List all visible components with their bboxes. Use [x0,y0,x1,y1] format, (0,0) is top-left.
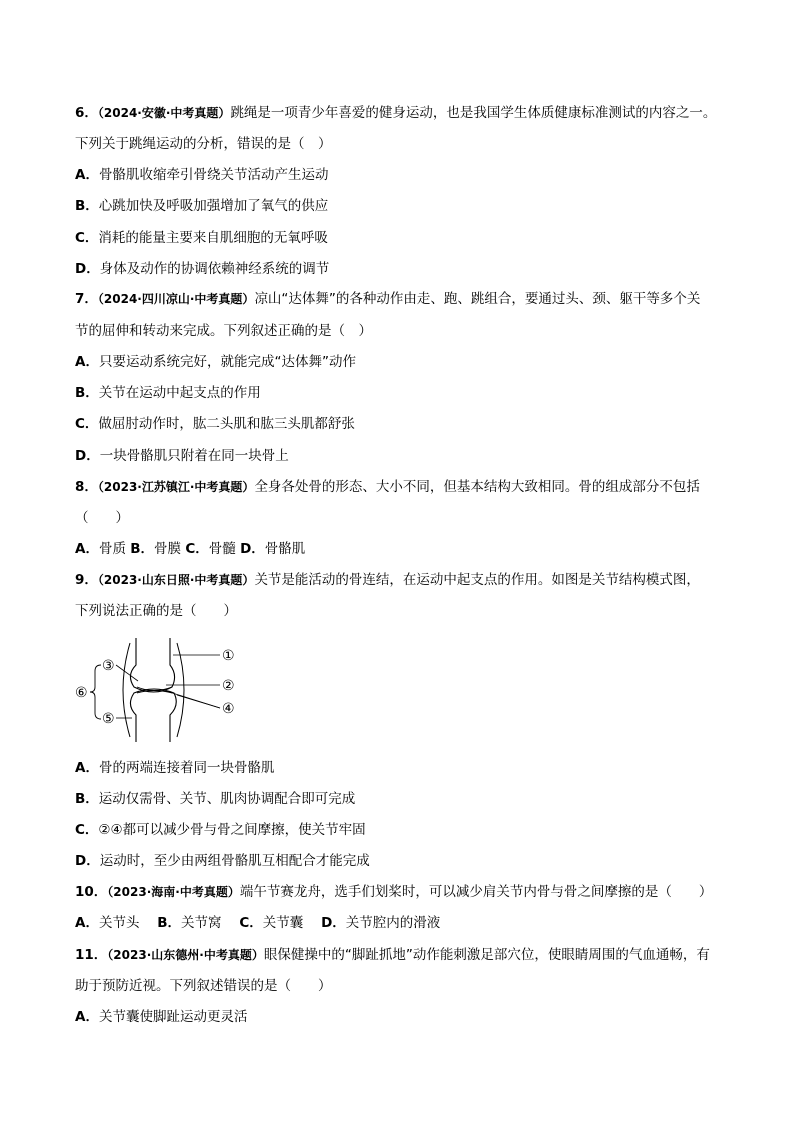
option-label: B． [157,915,182,931]
q11-source: （2023·山东德州·中考真题） [107,948,264,962]
option-label: A． [75,541,99,557]
q9-option-d [75,852,370,870]
option-text: 关节窝 [181,915,240,931]
q9-option-c [75,821,366,839]
option-label: C． [75,230,99,246]
q7-option-d [75,447,289,465]
option-text: 骨骼肌收缩牵引骨绕关节活动产生运动 [98,167,329,183]
q6-option-d [75,260,329,278]
diagram-label-4: ④ [222,701,235,717]
diagram-label-1: ① [222,648,235,664]
option-text: 关节头 [98,915,158,931]
option-text: 关节囊使脚趾运动更灵活 [98,1009,248,1025]
option-text: 只要运动系统完好，就能完成“达体舞”动作 [98,354,356,370]
q7-option-b [75,384,261,402]
option-text: 心跳加快及呼吸加强增加了氧气的供应 [98,198,329,214]
option-label: A． [75,760,99,776]
q11-stem-line2: 助于预防近视。下列叙述错误的是（ ） [75,978,332,994]
q6-option-c [75,229,328,247]
option-text: 关节在运动中起支点的作用 [98,385,261,401]
q8-stem-text1: 全身各处骨的形态、大小不同，但基本结构大致相同。骨的组成部分不包括 [254,479,700,495]
option-label: C． [75,416,99,432]
q6-number: 6． [75,105,98,121]
option-label: D． [75,448,100,464]
option-text: 关节腔内的滑液 [345,915,441,931]
option-label: D． [321,915,346,931]
option-text: 骨质 [98,541,131,557]
option-text: 运动时，至少由两组骨骼肌互相配合才能完成 [99,853,370,869]
q6-stem-line1 [75,104,716,122]
joint-structure-diagram [74,635,244,745]
q7-stem-text1: 凉山“达体舞”的各种动作由走、跑、跳组合，要通过头、颈、躯干等多个关 [254,291,701,307]
q9-number: 9． [75,572,98,588]
q7-number: 7． [75,291,98,307]
diagram-label-6: ⑥ [75,685,88,701]
q11-option-a [75,1008,247,1026]
option-text: 做屈肘动作时，肱二头肌和肱三头肌都舒张 [98,416,355,432]
option-label: B． [75,385,99,401]
option-label: D． [240,541,265,557]
option-label: B． [75,198,99,214]
option-text: 骨膜 [154,541,186,557]
q11-stem-line1 [75,946,710,964]
q10-stem-text1: 端午节赛龙舟，选手们划桨时，可以减少肩关节内骨与骨之间摩擦的是（ ） [239,884,713,900]
q7-option-c [75,415,355,433]
q10-source: （2023·海南·中考真题） [107,885,240,899]
option-label: C． [185,541,209,557]
q6-source: （2024·安徽·中考真题） [97,106,231,120]
option-text: 运动仅需骨、关节、肌肉协调配合即可完成 [98,791,356,807]
q7-stem-line2: 节的屈伸和转动来完成。下列叙述正确的是（ ） [75,323,372,339]
q9-stem-text1: 关节是能活动的骨连结，在运动中起支点的作用。如图是关节结构模式图， [254,572,700,588]
option-text: 消耗的能量主要来自肌细胞的无氧呼吸 [98,230,328,246]
q11-stem-text1: 眼保健操中的“脚趾抓地”动作能刺激足部穴位，使眼睛周围的气血通畅，有 [263,947,710,963]
q8-stem-line1 [75,478,700,496]
q6-option-b [75,197,328,215]
option-label: D． [75,853,100,869]
option-label: C． [239,915,263,931]
option-label: A． [75,354,99,370]
option-label: B． [130,541,155,557]
option-label: A． [75,1009,99,1025]
diagram-label-2: ② [222,678,235,694]
q9-option-b [75,790,355,808]
q6-stem-text1: 跳绳是一项青少年喜爱的健身运动，也是我国学生体质健康标准测试的内容之一。 [230,105,717,121]
q9-option-a [75,759,274,777]
q7-source: （2024·四川凉山·中考真题） [97,292,255,306]
diagram-label-3: ③ [102,658,115,674]
q8-number: 8． [75,479,98,495]
q9-stem-line2: 下列说法正确的是（ ） [75,603,237,619]
q10-number: 10． [75,884,108,900]
option-text: 关节囊 [262,915,322,931]
q11-number: 11． [75,947,108,963]
option-label: B． [75,791,99,807]
q9-source: （2023·山东日照·中考真题） [97,573,255,587]
q7-stem-line1 [75,290,700,308]
q8-options-line [75,540,305,558]
q10-options-line [75,914,440,932]
option-text: 骨髓 [208,541,241,557]
q10-stem-line1 [75,883,712,901]
option-text: 一块骨骼肌只附着在同一块骨上 [99,448,289,464]
option-text: ②④都可以减少骨与骨之间摩擦，使关节牢固 [98,822,366,838]
option-label: A． [75,915,99,931]
q6-option-a [75,166,328,184]
option-text: 骨骼肌 [264,541,306,557]
q6-stem-line2: 下列关于跳绳运动的分析，错误的是（ ） [75,136,332,152]
q7-option-a [75,353,356,371]
option-label: C． [75,822,99,838]
q8-stem-line2: （ ） [75,510,129,526]
diagram-label-5: ⑤ [102,711,115,727]
q8-source: （2023·江苏镇江·中考真题） [97,480,255,494]
option-text: 骨的两端连接着同一块骨骼肌 [98,760,275,776]
option-text: 身体及动作的协调依赖神经系统的调节 [99,261,330,277]
q9-stem-line1 [75,571,700,589]
option-label: A． [75,167,99,183]
option-label: D． [75,261,100,277]
